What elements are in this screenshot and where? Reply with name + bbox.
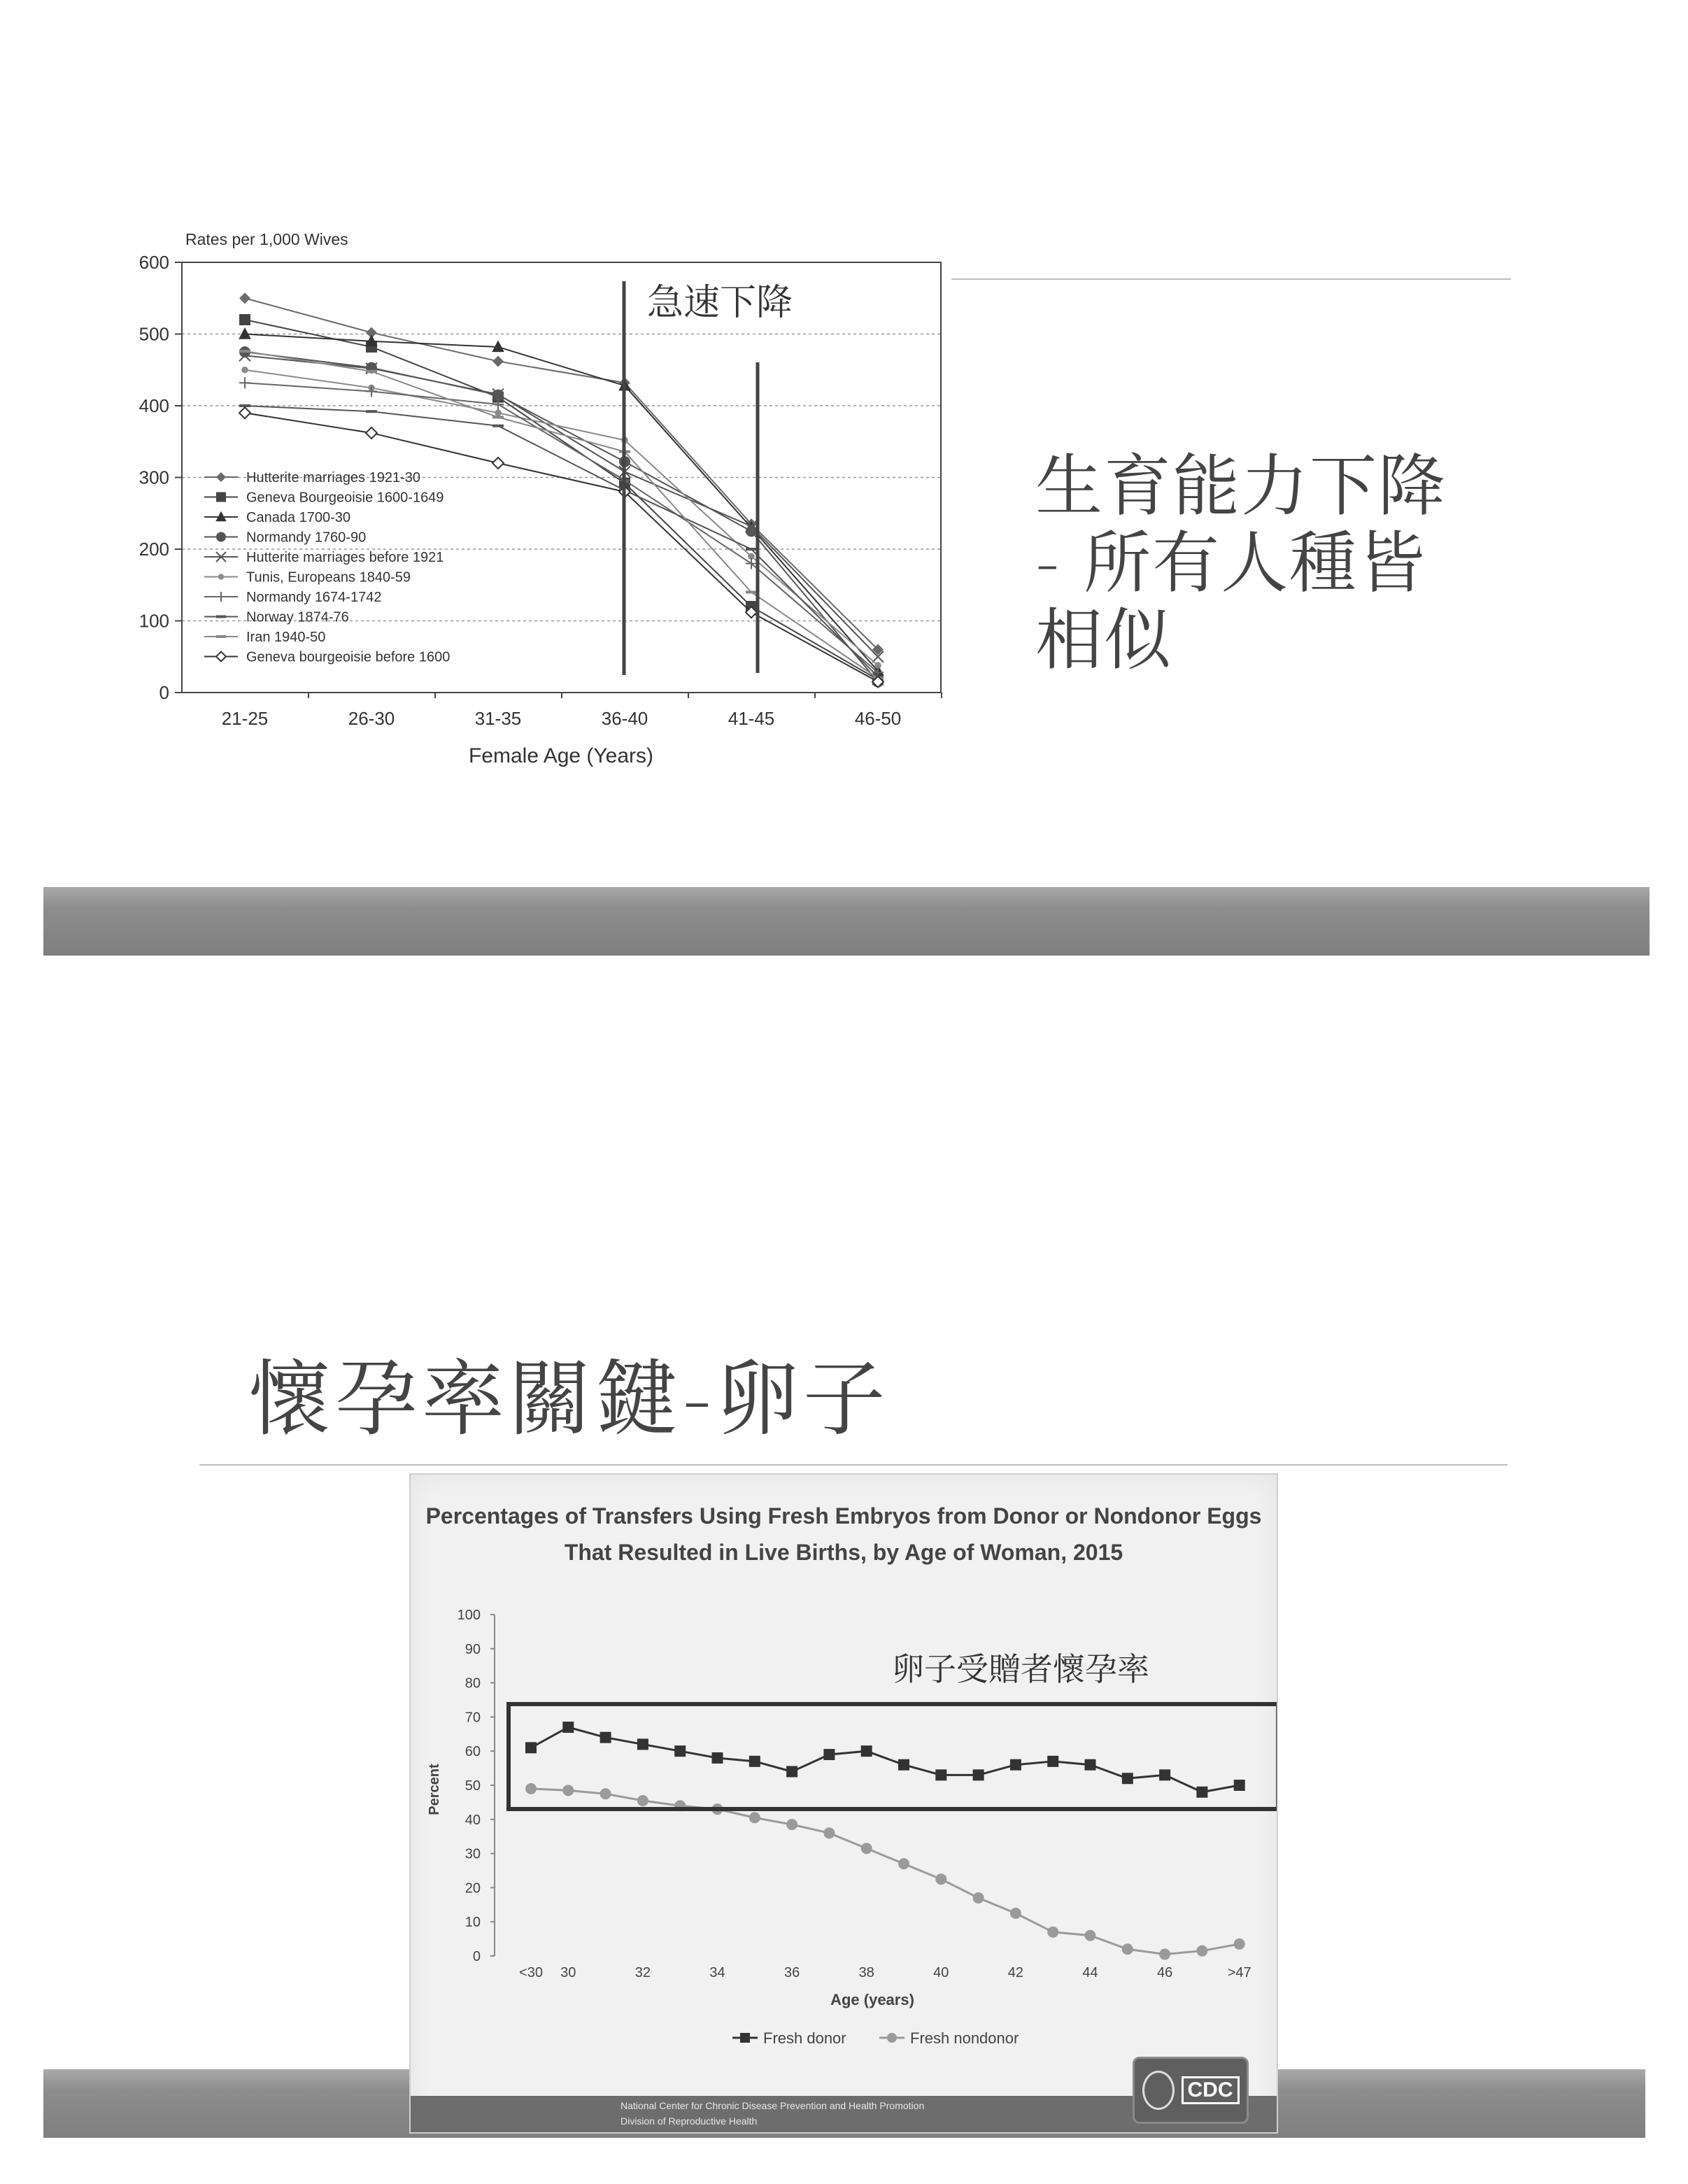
legend-marker [216, 472, 226, 482]
y-tick-label: 200 [139, 539, 169, 560]
x-axis-label: Age (years) [830, 1991, 914, 2008]
data-point [746, 548, 757, 551]
y-tick-label: 300 [139, 467, 169, 488]
data-point [1234, 1780, 1245, 1791]
y-tick-label: 0 [159, 682, 169, 703]
legend-marker [740, 2033, 750, 2043]
legend-marker [215, 511, 226, 522]
data-point [562, 1722, 574, 1733]
data-point [1122, 1773, 1133, 1784]
y-tick-label: 0 [472, 1949, 481, 1964]
legend-label: Normandy 1760-90 [246, 530, 367, 546]
fertility-rate-chart [126, 217, 965, 790]
data-point [241, 367, 248, 374]
heading-line-3: 相似 [1035, 601, 1172, 679]
legend-marker [216, 616, 226, 618]
y-tick-label: 400 [139, 395, 169, 416]
data-point [562, 1785, 574, 1796]
data-point [1159, 1949, 1170, 1960]
data-point [1010, 1759, 1021, 1771]
series-line [531, 1789, 1240, 1955]
x-tick-label: 41-45 [728, 708, 775, 729]
series-0 [525, 1722, 1245, 1798]
y-tick-label: 50 [464, 1778, 481, 1794]
legend-marker [218, 574, 224, 579]
data-point [239, 314, 250, 325]
slide-1-bottom-band [43, 887, 1650, 956]
legend-label: Norway 1874-76 [246, 609, 349, 625]
data-point [366, 370, 377, 373]
series-9 [239, 407, 884, 687]
data-point [492, 416, 504, 418]
data-point [935, 1873, 946, 1885]
heading-line-1: 生育能力下降 [1035, 447, 1447, 525]
legend-label: Geneva bourgeoisie before 1600 [246, 649, 451, 665]
x-tick-label: 44 [1082, 1965, 1098, 1980]
data-point [674, 1745, 686, 1757]
x-tick-label: 30 [560, 1965, 576, 1980]
data-point [239, 327, 251, 339]
x-tick-label: 34 [709, 1965, 725, 1980]
y-tick-label: 100 [457, 1608, 481, 1623]
data-point [786, 1819, 797, 1830]
data-point [823, 1827, 835, 1838]
x-tick-label: 21-25 [221, 708, 269, 729]
slide-1 [0, 0, 1688, 958]
cdc-logo-text: CDC [1182, 2076, 1240, 2104]
donor-highlight-box [509, 1704, 1277, 1809]
data-point [366, 410, 377, 413]
x-tick-label: <30 [519, 1965, 543, 1980]
legend-marker [216, 492, 226, 502]
data-point [749, 1812, 760, 1823]
x-tick-label: 36-40 [601, 708, 648, 729]
legend-marker [216, 635, 226, 638]
chart-title-line-1: Percentages of Transfers Using Fresh Embryos from Donor or Nondonor Eggs [425, 1503, 1262, 1529]
legend-label: Tunis, Europeans 1840-59 [246, 569, 411, 586]
data-point [898, 1858, 909, 1869]
data-point [600, 1788, 611, 1799]
legend-label: Geneva Bourgeoisie 1600-1649 [246, 490, 444, 506]
data-point [492, 355, 504, 367]
legend-label: Canada 1700-30 [246, 510, 351, 525]
y-tick-label: 500 [139, 323, 169, 345]
data-point [492, 425, 504, 427]
y-tick-label: 40 [464, 1812, 481, 1828]
y-tick-label: 600 [139, 252, 169, 273]
data-point [239, 350, 250, 353]
data-point [525, 1742, 537, 1753]
x-tick-label: 38 [858, 1965, 874, 1980]
legend-label: Fresh nondonor [910, 2029, 1019, 2047]
data-point [239, 292, 250, 304]
legend-marker [216, 652, 226, 662]
slide-2-title: 懷孕率關鍵-卵子 [248, 1351, 890, 1447]
cdc-chart-panel [409, 1473, 1278, 2134]
data-point [495, 409, 502, 416]
series-6 [239, 377, 884, 678]
footer-line-1: National Center for Chronic Disease Prevention and Health Promotion [620, 2100, 925, 2111]
slide-1-divider [951, 278, 1511, 280]
data-point [1047, 1927, 1058, 1938]
data-point [746, 591, 757, 594]
data-point [712, 1752, 723, 1764]
x-axis-label: Female Age (Years) [468, 744, 654, 767]
y-tick-label: 100 [139, 610, 169, 632]
data-point [239, 407, 250, 418]
data-point [823, 1749, 835, 1760]
data-point [1122, 1943, 1133, 1955]
x-tick-label: 42 [1007, 1965, 1024, 1980]
y-tick-label: 10 [464, 1915, 481, 1931]
slide-2-divider [199, 1464, 1508, 1466]
y-tick-label: 90 [464, 1641, 481, 1657]
chart-title-line-2: That Resulted in Live Births, by Age of Woman, 2015 [564, 1540, 1123, 1565]
data-point [1159, 1769, 1170, 1780]
data-point [1196, 1945, 1207, 1957]
footer-line-2: Division of Reproductive Health [620, 2115, 758, 2127]
rapid-decline-annotation: 急速下降 [647, 282, 793, 324]
live-birth-chart [411, 1475, 1277, 2096]
legend-marker [887, 2033, 897, 2043]
legend-marker [216, 532, 226, 542]
data-point [1085, 1759, 1096, 1771]
legend-label: Hutterite marriages before 1921 [246, 550, 444, 565]
data-point [935, 1769, 946, 1780]
y-axis-label: Percent [427, 1764, 442, 1815]
heading-line-2: - 所有人種皆 [1035, 524, 1427, 602]
x-tick-label: 40 [933, 1965, 949, 1980]
data-point [637, 1738, 648, 1750]
data-point [861, 1843, 872, 1854]
data-point [637, 1795, 648, 1806]
hhs-eagle-icon [1142, 2071, 1175, 2110]
data-point [973, 1892, 984, 1903]
legend-marker [216, 592, 226, 602]
x-tick-label: 26-30 [348, 708, 395, 729]
data-point [973, 1769, 984, 1780]
data-point [1234, 1938, 1245, 1950]
data-point [366, 427, 377, 439]
x-tick-label: 32 [634, 1965, 651, 1980]
data-point [1085, 1930, 1096, 1941]
y-tick-label: 70 [464, 1710, 481, 1726]
slide-1-heading [1035, 448, 1447, 679]
legend-label: Hutterite marriages 1921-30 [246, 470, 421, 485]
cdc-logo [1133, 2057, 1249, 2124]
x-tick-label: 31-35 [474, 708, 522, 729]
data-point [1047, 1756, 1058, 1767]
x-tick-label: 46 [1156, 1965, 1173, 1980]
chart-title: Rates per 1,000 Wives [185, 230, 348, 248]
data-point [525, 1783, 537, 1794]
legend-label: Iran 1940-50 [246, 630, 326, 645]
data-point [239, 377, 250, 388]
x-tick-label: 46-50 [854, 708, 902, 729]
data-point [492, 458, 504, 469]
data-point [786, 1766, 797, 1777]
y-tick-label: 60 [464, 1744, 481, 1760]
y-tick-label: 20 [464, 1880, 481, 1896]
donor-annotation: 卵子受贈者懷孕率 [892, 1650, 1149, 1688]
series-line [245, 413, 878, 681]
y-tick-label: 80 [464, 1675, 481, 1692]
data-point [861, 1745, 872, 1757]
x-tick-label: >47 [1227, 1965, 1251, 1980]
data-point [1196, 1787, 1207, 1798]
legend-label: Fresh donor [763, 2029, 846, 2047]
x-tick-label: 36 [783, 1965, 800, 1980]
data-point [749, 1756, 760, 1767]
y-tick-label: 30 [464, 1846, 481, 1862]
data-point [600, 1732, 611, 1743]
data-point [1010, 1908, 1021, 1919]
data-point [898, 1759, 909, 1771]
legend-label: Normandy 1674-1742 [246, 590, 382, 605]
